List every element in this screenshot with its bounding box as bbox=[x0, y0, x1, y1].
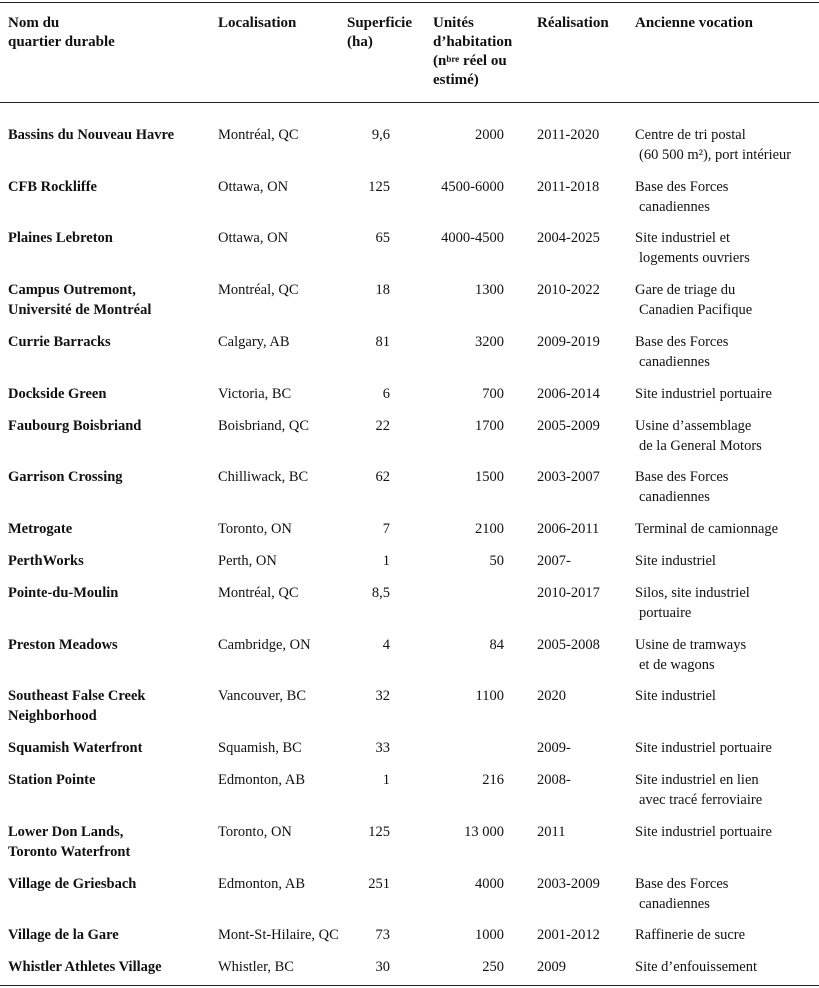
cell-location: Ottawa, ON bbox=[218, 179, 289, 195]
cell-name-line: Université de Montréal bbox=[8, 302, 152, 318]
header-location: Localisation bbox=[218, 15, 297, 31]
cell-realization: 2007- bbox=[537, 553, 571, 569]
header-name-line: Nom du bbox=[8, 15, 60, 31]
cell-area: 73 bbox=[375, 927, 390, 943]
cell-former-use bbox=[635, 874, 728, 914]
cell-former-use bbox=[635, 228, 750, 268]
cell-units: 1300 bbox=[475, 282, 504, 298]
cell-area: 18 bbox=[375, 282, 390, 298]
cell-former-use bbox=[635, 384, 772, 404]
cell-former-use-line: logements ouvriers bbox=[639, 250, 750, 266]
header-units-line bbox=[433, 52, 512, 71]
cell-former-use-line: Site industriel et bbox=[635, 230, 731, 246]
cell-name-line: Currie Barracks bbox=[8, 334, 111, 350]
header-name bbox=[8, 14, 115, 52]
header-bottom-rule bbox=[0, 102, 819, 103]
cell-area: 33 bbox=[375, 740, 390, 756]
cell-units: 1000 bbox=[475, 927, 504, 943]
cell-former-use bbox=[635, 686, 716, 706]
cell-former-use-line: (60 500 m²), port intérieur bbox=[639, 147, 792, 163]
cell-location: Edmonton, AB bbox=[218, 772, 306, 788]
cell-area: 125 bbox=[368, 824, 390, 840]
cell-former-use bbox=[635, 125, 791, 165]
cell-name bbox=[8, 822, 130, 862]
cell-name bbox=[8, 583, 118, 603]
cell-former-use-line: canadiennes bbox=[639, 896, 710, 912]
cell-location: Toronto, ON bbox=[218, 824, 292, 840]
cell-area: 62 bbox=[375, 469, 390, 485]
cell-name bbox=[8, 738, 142, 758]
cell-name-line: Preston Meadows bbox=[8, 637, 118, 653]
cell-former-use-line: Gare de triage du bbox=[635, 282, 736, 298]
cell-realization: 2009-2019 bbox=[537, 334, 600, 350]
cell-former-use-line: Site industriel bbox=[635, 688, 716, 704]
header-area-line: (ha) bbox=[347, 34, 373, 50]
cell-area: 30 bbox=[375, 959, 390, 975]
cell-former-use-line: canadiennes bbox=[639, 489, 710, 505]
cell-name bbox=[8, 384, 106, 404]
header-area-line: Superficie bbox=[347, 15, 412, 31]
cell-former-use bbox=[635, 925, 745, 945]
cell-location: Calgary, AB bbox=[218, 334, 290, 350]
header-units-line: estimé) bbox=[433, 72, 479, 88]
cell-units: 700 bbox=[482, 386, 504, 402]
cell-realization: 2003-2007 bbox=[537, 469, 600, 485]
cell-area: 32 bbox=[375, 688, 390, 704]
cell-area: 4 bbox=[382, 637, 390, 653]
cell-location: Perth, ON bbox=[218, 553, 277, 569]
cell-name bbox=[8, 551, 84, 571]
cell-name bbox=[8, 519, 72, 539]
cell-location: Squamish, BC bbox=[218, 740, 302, 756]
cell-name bbox=[8, 416, 141, 436]
cell-location: Cambridge, ON bbox=[218, 637, 311, 653]
cell-realization: 2005-2008 bbox=[537, 637, 600, 653]
cell-name-line: Pointe-du-Moulin bbox=[8, 585, 119, 601]
cell-units: 1100 bbox=[475, 688, 504, 704]
cell-name bbox=[8, 874, 136, 894]
header-units-prefix: (n bbox=[433, 53, 447, 69]
cell-former-use-line: Usine de tramways bbox=[635, 637, 747, 653]
cell-realization: 2011-2018 bbox=[537, 179, 600, 195]
cell-former-use bbox=[635, 467, 728, 507]
cell-area: 251 bbox=[368, 876, 390, 892]
cell-former-use bbox=[635, 583, 750, 623]
header-area bbox=[347, 14, 412, 52]
cell-area: 8,5 bbox=[371, 585, 390, 601]
cell-units: 2100 bbox=[475, 521, 504, 537]
cell-area: 81 bbox=[375, 334, 390, 350]
cell-name-line: Toronto Waterfront bbox=[8, 844, 131, 860]
cell-realization: 2004-2025 bbox=[537, 230, 600, 246]
cell-location: Victoria, BC bbox=[218, 386, 292, 402]
table-bottom-rule bbox=[0, 985, 819, 986]
cell-name-line: Campus Outremont, bbox=[8, 282, 136, 298]
cell-former-use-line: avec tracé ferroviaire bbox=[639, 792, 763, 808]
cell-name-line: PerthWorks bbox=[8, 553, 84, 569]
cell-former-use bbox=[635, 519, 778, 539]
cell-name bbox=[8, 770, 95, 790]
cell-former-use bbox=[635, 635, 746, 675]
cell-realization: 2010-2017 bbox=[537, 585, 600, 601]
cell-units: 4000-4500 bbox=[441, 230, 504, 246]
cell-former-use-line: Site d’enfouissement bbox=[635, 959, 758, 975]
cell-units: 13 000 bbox=[464, 824, 504, 840]
cell-name-line: Squamish Waterfront bbox=[8, 740, 143, 756]
cell-name-line: Village de Griesbach bbox=[8, 876, 137, 892]
cell-realization: 2003-2009 bbox=[537, 876, 600, 892]
cell-location: Mont-St-Hilaire, QC bbox=[218, 927, 339, 943]
cell-area: 1 bbox=[382, 772, 390, 788]
cell-former-use bbox=[635, 416, 762, 456]
cell-units: 216 bbox=[482, 772, 504, 788]
cell-units: 250 bbox=[482, 959, 504, 975]
cell-area: 7 bbox=[382, 521, 390, 537]
cell-former-use-line: Terminal de camionnage bbox=[635, 521, 779, 537]
cell-location: Montréal, QC bbox=[218, 585, 299, 601]
header-realization: Réalisation bbox=[537, 15, 609, 31]
cell-area: 22 bbox=[375, 418, 390, 434]
cell-former-use-line: Site industriel portuaire bbox=[635, 740, 772, 756]
cell-former-use-line: Site industriel portuaire bbox=[635, 824, 772, 840]
cell-location: Toronto, ON bbox=[218, 521, 292, 537]
cell-realization: 2020 bbox=[537, 688, 566, 704]
cell-name bbox=[8, 635, 118, 655]
cell-realization: 2010-2022 bbox=[537, 282, 600, 298]
cell-name bbox=[8, 280, 151, 320]
header-units-suffix: réel ou bbox=[459, 53, 507, 69]
header-units-line: d’habitation bbox=[433, 34, 513, 50]
cell-area: 1 bbox=[382, 553, 390, 569]
cell-realization: 2009- bbox=[537, 740, 571, 756]
cell-former-use bbox=[635, 332, 728, 372]
cell-location: Ottawa, ON bbox=[218, 230, 289, 246]
cell-name bbox=[8, 125, 174, 145]
cell-name-line: CFB Rockliffe bbox=[8, 179, 97, 195]
cell-former-use-line: Canadien Pacifique bbox=[639, 302, 753, 318]
cell-name bbox=[8, 925, 119, 945]
cell-units: 84 bbox=[489, 637, 504, 653]
cell-former-use-line: portuaire bbox=[639, 605, 692, 621]
cell-realization: 2011 bbox=[537, 824, 566, 840]
cell-former-use-line: Base des Forces bbox=[635, 876, 729, 892]
cell-location: Montréal, QC bbox=[218, 127, 299, 143]
cell-location: Montréal, QC bbox=[218, 282, 299, 298]
cell-name bbox=[8, 686, 145, 726]
cell-area: 125 bbox=[368, 179, 390, 195]
header-units-line: Unités bbox=[433, 15, 474, 31]
cell-name bbox=[8, 332, 111, 352]
cell-former-use bbox=[635, 738, 772, 758]
header-name-line: quartier durable bbox=[8, 34, 115, 50]
cell-units: 3200 bbox=[475, 334, 504, 350]
header-units bbox=[433, 14, 512, 90]
cell-former-use bbox=[635, 280, 752, 320]
cell-units: 50 bbox=[489, 553, 504, 569]
cell-name-line: Village de la Gare bbox=[8, 927, 119, 943]
cell-name-line: Whistler Athletes Village bbox=[8, 959, 162, 975]
cell-location: Edmonton, AB bbox=[218, 876, 306, 892]
cell-name-line: Neighborhood bbox=[8, 708, 97, 724]
cell-name bbox=[8, 228, 113, 248]
header-former-use: Ancienne vocation bbox=[635, 15, 753, 31]
cell-area: 9,6 bbox=[371, 127, 390, 143]
cell-area: 6 bbox=[382, 386, 390, 402]
cell-units: 4500-6000 bbox=[441, 179, 504, 195]
cell-location: Vancouver, BC bbox=[218, 688, 307, 704]
cell-former-use-line: canadiennes bbox=[639, 354, 710, 370]
cell-units: 1700 bbox=[475, 418, 504, 434]
cell-former-use-line: et de wagons bbox=[639, 657, 715, 673]
cell-former-use-line: Centre de tri postal bbox=[635, 127, 746, 143]
cell-realization: 2011-2020 bbox=[537, 127, 600, 143]
cell-former-use-line: canadiennes bbox=[639, 199, 710, 215]
cell-former-use bbox=[635, 822, 772, 842]
cell-name-line: Garrison Crossing bbox=[8, 469, 123, 485]
cell-former-use-line: Site industriel bbox=[635, 553, 716, 569]
cell-realization: 2001-2012 bbox=[537, 927, 600, 943]
cell-former-use-line: de la General Motors bbox=[639, 438, 762, 454]
cell-former-use-line: Site industriel portuaire bbox=[635, 386, 772, 402]
cell-realization: 2008- bbox=[537, 772, 571, 788]
cell-former-use-line: Base des Forces bbox=[635, 334, 729, 350]
cell-name bbox=[8, 957, 162, 977]
cell-former-use-line: Site industriel en lien bbox=[635, 772, 759, 788]
cell-name-line: Bassins du Nouveau Havre bbox=[8, 127, 175, 143]
cell-name-line: Station Pointe bbox=[8, 772, 96, 788]
cell-former-use bbox=[635, 177, 728, 217]
cell-units: 4000 bbox=[475, 876, 504, 892]
cell-name-line: Faubourg Boisbriand bbox=[8, 418, 142, 434]
cell-former-use-line: Raffinerie de sucre bbox=[635, 927, 746, 943]
cell-realization: 2006-2011 bbox=[537, 521, 600, 537]
cell-location: Boisbriand, QC bbox=[218, 418, 310, 434]
cell-name bbox=[8, 467, 123, 487]
cell-former-use-line: Silos, site industriel bbox=[635, 585, 750, 601]
cell-name-line: Lower Don Lands, bbox=[8, 824, 124, 840]
cell-former-use-line: Usine d’assemblage bbox=[635, 418, 752, 434]
cell-name-line: Southeast False Creek bbox=[8, 688, 146, 704]
table-header bbox=[0, 14, 819, 100]
cell-realization: 2009 bbox=[537, 959, 566, 975]
cell-realization: 2005-2009 bbox=[537, 418, 600, 434]
cell-area: 65 bbox=[375, 230, 390, 246]
cell-name-line: Metrogate bbox=[8, 521, 73, 537]
table-top-rule bbox=[0, 2, 819, 3]
cell-location: Whistler, BC bbox=[218, 959, 294, 975]
cell-former-use-line: Base des Forces bbox=[635, 469, 729, 485]
cell-former-use-line: Base des Forces bbox=[635, 179, 729, 195]
cell-name bbox=[8, 177, 97, 197]
cell-units: 2000 bbox=[475, 127, 504, 143]
cell-former-use bbox=[635, 770, 762, 810]
cell-realization: 2006-2014 bbox=[537, 386, 600, 402]
cell-location: Chilliwack, BC bbox=[218, 469, 309, 485]
cell-name-line: Plaines Lebreton bbox=[8, 230, 113, 246]
cell-former-use bbox=[635, 957, 757, 977]
cell-name-line: Dockside Green bbox=[8, 386, 107, 402]
cell-units: 1500 bbox=[475, 469, 504, 485]
header-units-superscript: bre bbox=[446, 54, 460, 64]
cell-former-use bbox=[635, 551, 716, 571]
